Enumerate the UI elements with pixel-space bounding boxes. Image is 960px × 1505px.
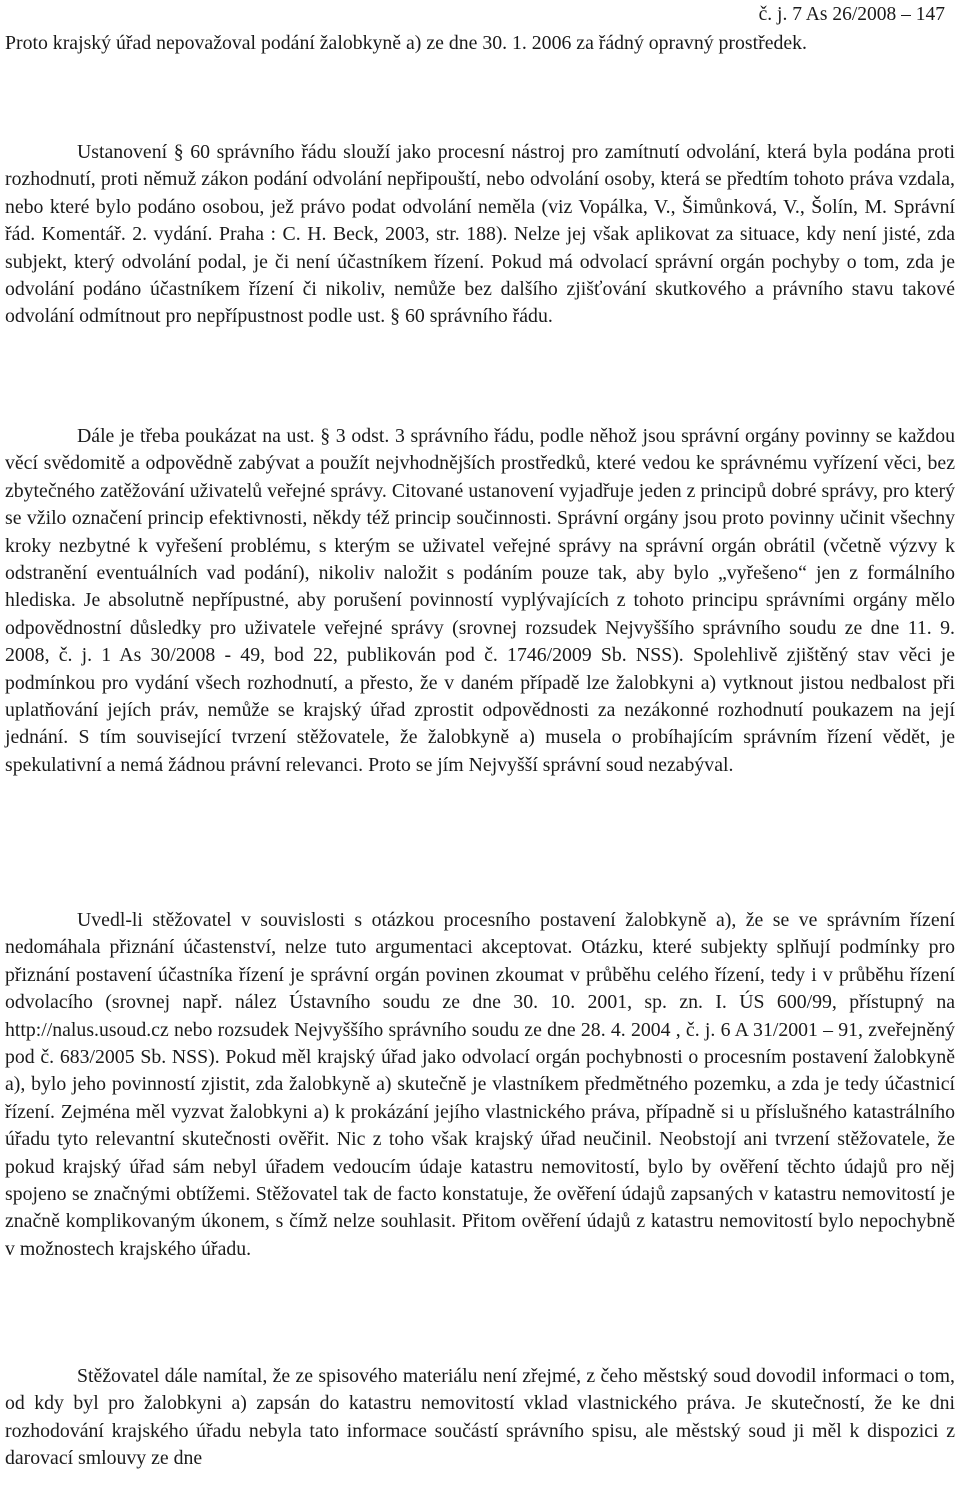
case-reference: č. j. 7 As 26/2008 – 147 — [758, 4, 945, 25]
paragraph-opravny-prostredek — [5, 30, 955, 57]
paragraph-text: Stěžovatel dále namítal, že ze spisového materiálu není zřejmé, z čeho městský soud dovodil informaci o tom, od kdy byl pro žalobkyni a) zapsán do katastru nemovitostí vklad vlastnického práva. Je skutečností, že ke dni rozhodování krajského úřadu nebyla tato informace součástí správního spisu, ale městský soud ji měl k dispozici z darovací smlouvy ze dne — [5, 1365, 955, 1470]
paragraph-ustanoveni-60 — [5, 139, 955, 331]
paragraph-princip-efektivnosti — [5, 423, 955, 779]
paragraph-ucastenstvi — [5, 907, 955, 1263]
paragraph-text: Uvedl-li stěžovatel v souvislosti s otázkou procesního postavení žalobkyně a), že se ve správním řízení nedomáhala přiznání účastenství, nelze tuto argumentaci akceptovat. Otázku, které subjekty splňují podmínky pro přiznání postavení účastníka řízení je správní orgán povinen zkoumat v průběhu celého řízení, tedy i v průběhu řízení odvolacího (srovnej např. nález Ústavního soudu ze dne 30. 10. 2001, sp. zn. I. ÚS 600/99, přístupný na http://nalus.usoud.cz nebo rozsudek Nejvyššího správního soudu ze dne 28. 4. 2004 , č. j. 6 A 31/2001 – 91, zveřejněný pod č. 683/2005 Sb. NSS). Pokud měl krajský úřad jako odvolací orgán pochybnosti o procesním postavení žalobkyně a), bylo jeho povinností zjistit, zda žalobkyně a) skutečně je vlastníkem předmětného pozemku, a zda je tedy účastnicí řízení. Zejména měl vyzvat žalobkyni a) k prokázání jejího vlastnického práva, případně si u příslušného katastrálního úřadu tyto relevantní skutečnosti ověřit. Nic z toho však krajský úřad neučinil. Neobstojí ani tvrzení stěžovatele, že pokud krajský úřad sám nebyl úřadem vedoucím údaje katastru nemovitostí, bylo by ověření těchto údajů pro něj spojeno se značnými obtížemi. Stěžovatel tak de facto konstatuje, že ověření údajů zapsaných v katastru nemovitostí je značně komplikovaným úkonem, s čímž nelze souhlasit. Přitom ověření údajů z katastru nemovitostí bylo nepochybně v možnostech krajského úřadu. — [5, 909, 955, 1260]
paragraph-text: Proto krajský úřad nepovažoval podání žalobkyně a) ze dne 30. 1. 2006 za řádný opravný prostředek. — [5, 32, 807, 54]
paragraph-spisovy-material — [5, 1363, 955, 1473]
paragraph-text: Dále je třeba poukázat na ust. § 3 odst. 3 správního řádu, podle něhož jsou správní orgány povinny se každou věcí svědomitě a odpovědně zabývat a použít nejvhodnějších prostředků, které vedou ke správnému vyřízení věci, bez zbytečného zatěžování uživatelů veřejné správy. Citované ustanovení vyjadřuje jeden z principů dobré správy, pro který se vžilo označení princip efektivnosti, někdy též princip součinnosti. Správní orgány jsou proto povinny učinit všechny kroky nezbytné k vyřešení problému, s kterým se uživatel veřejné správy na správní orgán obrátil (včetně výzvy k odstranění eventuálních vad podání), nikoliv naložit s podáním pouze tak, aby bylo „vyřešeno“ jen z formálního hlediska. Je absolutně nepřípustné, aby porušení povinností vyplývajících z tohoto principu správními orgány mělo odpovědnostní důsledky pro uživatele veřejné správy (srovnej rozsudek Nejvyššího správního soudu ze dne 11. 9. 2008, č. j. 1 As 30/2008 - 49, bod 22, publikován pod č. 1746/2009 Sb. NSS). Spolehlivě zjištěný stav věci je podmínkou pro vydání všech rozhodnutí, a přesto, že v daném případě lze žalobkyni a) vytknout jistou nedbalost při uplatňování jejích práv, nemůže se krajský úřad zprostit odpovědnosti za nezákonné rozhodnutí poukazem na její jednání. S tím související tvrzení stěžovatele, že žalobkyně a) musela o probíhajícím správním řízení vědět, je spekulativní a nemá žádnou právní relevanci. Proto se jím Nejvyšší správní soud nezabýval. — [5, 425, 955, 776]
paragraph-text: Ustanovení § 60 správního řádu slouží jako procesní nástroj pro zamítnutí odvolání, která byla podána proti rozhodnutí, proti němuž zákon podání odvolání nepřipouští, nebo odvolání osoby, která se předtím tohoto práva vzdala, nebo které bylo podáno osobou, jež právo podat odvolání neměla (viz Vopálka, V., Šimůnková, V., Šolín, M. Správní řád. Komentář. 2. vydání. Praha : C. H. Beck, 2003, str. 188). Nelze jej však aplikovat za situace, kdy není jisté, zda subjekt, který odvolání podal, je či není účastníkem řízení. Pokud má odvolací správní orgán pochyby o tom, zda je odvolání podáno účastníkem řízení či nikoliv, nemůže bez dalšího zjišťování skutkového a právního stavu takové odvolání odmítnout pro nepřípustnost podle ust. § 60 správního řádu. — [5, 141, 955, 328]
